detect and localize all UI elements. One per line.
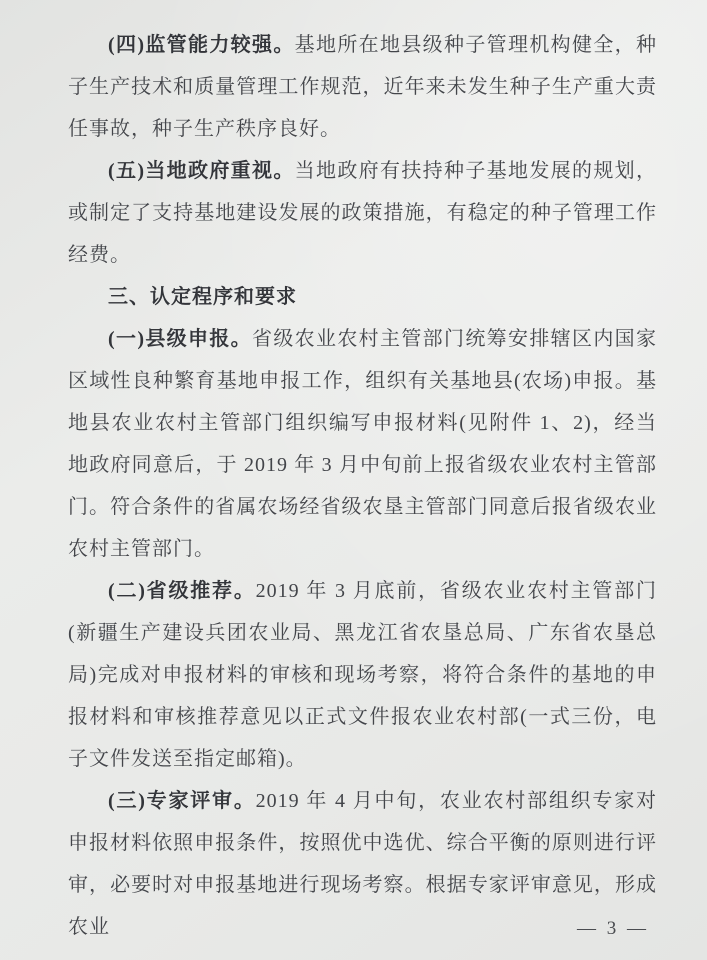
paragraph-text: 2019 年 3 月底前，省级农业农村主管部门(新疆生产建设兵团农业局、黑龙江省农垦总局、广东省农垦总局)完成对申报材料的审核和现场考察，将符合条件的基地的申报材料和审核推荐意见以正式文件报农业农村部(一式三份，电子文件发送至指定邮箱)。 xyxy=(68,580,658,770)
paragraph-lead: (一)县级申报。 xyxy=(108,328,252,350)
paragraph-lead: (五)当地政府重视。 xyxy=(108,160,295,182)
section-heading-procedures: 三、认定程序和要求 xyxy=(108,286,297,308)
paragraph-lead: (二)省级推荐。 xyxy=(108,580,256,602)
paragraph-text: 基地所在地县级种子管理机构健全，种子生产技术和质量管理工作规范，近年来未发生种子生产重大责任事故，种子生产秩序良好。 xyxy=(68,34,657,140)
paragraph-county-application xyxy=(68,318,657,570)
page-number: — 3 — xyxy=(577,918,649,939)
document-body xyxy=(68,24,657,948)
paragraph-supervision-capacity xyxy=(68,24,657,150)
paragraph-lead: (三)专家评审。 xyxy=(108,790,256,812)
paragraph-provincial-recommendation xyxy=(68,570,657,780)
paragraph-lead: (四)监管能力较强。 xyxy=(108,34,295,56)
paragraph-text: 省级农业农村主管部门统筹安排辖区内国家区域性良种繁育基地申报工作，组织有关基地县(农场)申报。基地县农业农村主管部门组织编写申报材料(见附件 1、2)，经当地政府同意后，于 2019 年 3 月中旬前上报省级农业农村主管部门。符合条件的省属农场经省级农垦主管部门同意后报省级农业农村主管部门。 xyxy=(68,328,658,560)
paragraph-local-government xyxy=(68,150,657,276)
paragraph-text: 2019 年 4 月中旬，农业农村部组织专家对申报材料依照申报条件，按照优中选优、综合平衡的原则进行评审，必要时对申报基地进行现场考察。根据专家评审意见，形成农业 xyxy=(68,790,658,938)
paragraph-text: 当地政府有扶持种子基地发展的规划，或制定了支持基地建设发展的政策措施，有稳定的种子管理工作经费。 xyxy=(68,160,657,266)
paragraph-expert-review xyxy=(68,780,657,948)
